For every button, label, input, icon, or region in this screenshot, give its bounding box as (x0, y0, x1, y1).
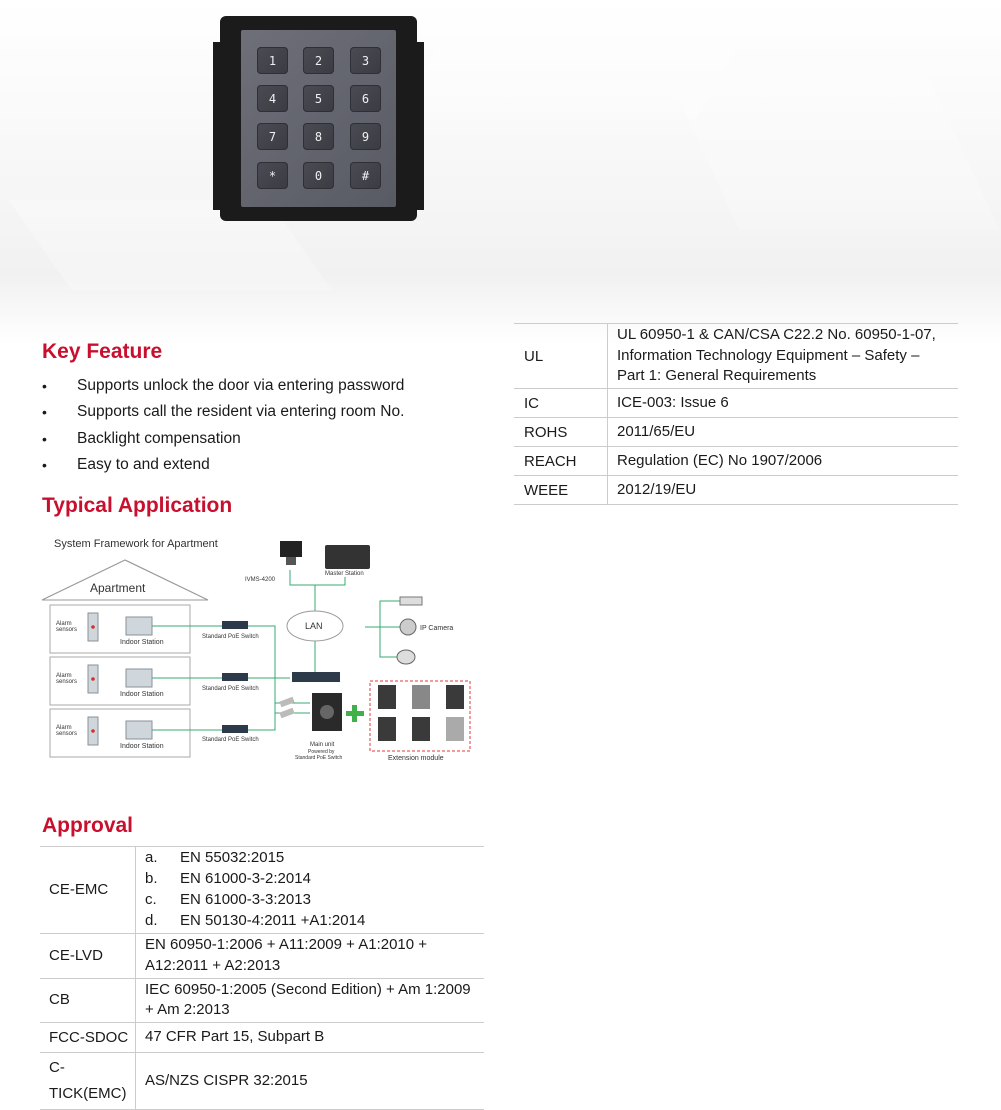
row-key (40, 1053, 136, 1110)
master-station-label: Master Station (325, 571, 364, 577)
extension-module-label: Extension module (388, 755, 444, 762)
key-5: 5 (303, 85, 334, 112)
typical-application-heading: Typical Application (42, 494, 233, 517)
row-value (136, 847, 485, 934)
row-key: IC (514, 389, 608, 418)
table-row (40, 847, 484, 934)
sub-letter: b. (145, 870, 158, 888)
sub-item (145, 890, 483, 911)
row-value: Regulation (EC) No 1907/2006 (608, 447, 959, 476)
row-value: 2012/19/EU (608, 476, 959, 505)
row-value: 2011/65/EU (608, 418, 959, 447)
value-line: Part 1: General Requirements (617, 367, 817, 385)
alarm-label: Alarm sensors (56, 673, 78, 685)
key-hash: # (350, 162, 381, 189)
value-line: A12:2011 + A2:2013 (145, 956, 281, 974)
main-unit-label: Main unit (310, 742, 335, 748)
row-key: FCC-SDOC (40, 1023, 136, 1053)
row-value: AS/NZS CISPR 32:2015 (136, 1053, 485, 1110)
approval-heading: Approval (42, 814, 134, 837)
alarm-label: Alarm sensors (56, 621, 78, 633)
alarm-label: Alarm sensors (56, 725, 78, 737)
key-9: 9 (350, 123, 381, 150)
sub-text: EN 55032:2015 (180, 849, 285, 867)
key-2: 2 (303, 47, 334, 74)
powered-by-label: Standard PoE Switch (295, 755, 343, 761)
switch-label: Standard PoE Switch (202, 686, 259, 692)
list-item: • Supports unlock the door via entering password (42, 376, 404, 402)
row-key: WEEE (514, 476, 608, 505)
table-row (40, 934, 484, 979)
switch-label: Standard PoE Switch (202, 737, 259, 743)
row-value: ICE-003: Issue 6 (608, 389, 959, 418)
indoor-station-label: Indoor Station (120, 691, 164, 698)
row-value (608, 324, 959, 389)
key-3: 3 (350, 47, 381, 74)
key-line: C- (49, 1059, 65, 1077)
row-key: ROHS (514, 418, 608, 447)
table-row (40, 978, 484, 1023)
system-framework-diagram (40, 535, 485, 770)
ivms-label: IVMS-4200 (245, 577, 276, 583)
powered-label: Powered by (308, 749, 335, 755)
sub-item (145, 869, 483, 890)
key-line: TICK(EMC) (49, 1085, 127, 1103)
key-6: 6 (350, 85, 381, 112)
indoor-station-label: Indoor Station (120, 639, 164, 646)
sub-item (145, 911, 483, 932)
value-line: IEC 60950-1:2005 (Second Edition) + Am 1:2009 (145, 980, 471, 998)
table-row (514, 476, 958, 505)
compliance-table (514, 323, 958, 505)
sub-text: EN 61000-3-3:2013 (180, 891, 311, 908)
row-key: CE-LVD (40, 934, 136, 979)
row-key: CE-EMC (40, 847, 136, 934)
value-line: UL 60950-1 & CAN/CSA C22.2 No. 60950-1-07, (617, 326, 936, 344)
diagram-drawing (40, 535, 485, 770)
keypad-module-image (220, 16, 417, 221)
switch-label: Standard PoE Switch (202, 634, 259, 640)
key-feature-heading: Key Feature (42, 340, 163, 363)
table-row (514, 324, 958, 389)
keypad-face (241, 30, 396, 207)
list-item: • Supports call the resident via entering room No. (42, 402, 404, 428)
sub-item (145, 848, 483, 869)
value-line: Information Technology Equipment – Safety – (617, 346, 920, 364)
table-row (514, 389, 958, 418)
table-row (40, 1053, 484, 1110)
lan-label: LAN (305, 621, 323, 631)
key-4: 4 (257, 85, 288, 112)
key-feature-list (42, 376, 404, 482)
row-value: 47 CFR Part 15, Subpart B (136, 1023, 485, 1053)
row-value (136, 934, 485, 979)
sub-text: EN 50130-4:2011 +A1:2014 (180, 911, 366, 929)
value-line: EN 60950-1:2006 + A11:2009 + A1:2010 + (145, 936, 428, 953)
diagram-title: System Framework for Apartment (54, 538, 218, 550)
table-row (514, 447, 958, 476)
key-star: * (257, 162, 288, 189)
row-key: UL (514, 324, 608, 389)
row-key: REACH (514, 447, 608, 476)
sub-letter: c. (145, 891, 157, 908)
table-row (514, 418, 958, 447)
sub-letter: a. (145, 849, 158, 867)
row-value (136, 978, 485, 1023)
key-0: 0 (303, 162, 334, 189)
apartment-label: Apartment (90, 581, 146, 595)
key-1: 1 (257, 47, 288, 74)
list-item: • Backlight compensation (42, 429, 404, 455)
table-row (40, 1023, 484, 1053)
key-7: 7 (257, 123, 288, 150)
sub-letter: d. (145, 911, 158, 929)
product-banner (0, 0, 1001, 345)
list-item: • Easy to and extend (42, 455, 404, 481)
indoor-station-label: Indoor Station (120, 743, 164, 750)
row-key: CB (40, 978, 136, 1023)
approval-table (40, 846, 484, 1110)
key-8: 8 (303, 123, 334, 150)
sub-text: EN 61000-3-2:2014 (180, 870, 311, 888)
ip-camera-label: IP Camera (420, 625, 454, 632)
value-line: + Am 2:2013 (145, 1001, 230, 1019)
